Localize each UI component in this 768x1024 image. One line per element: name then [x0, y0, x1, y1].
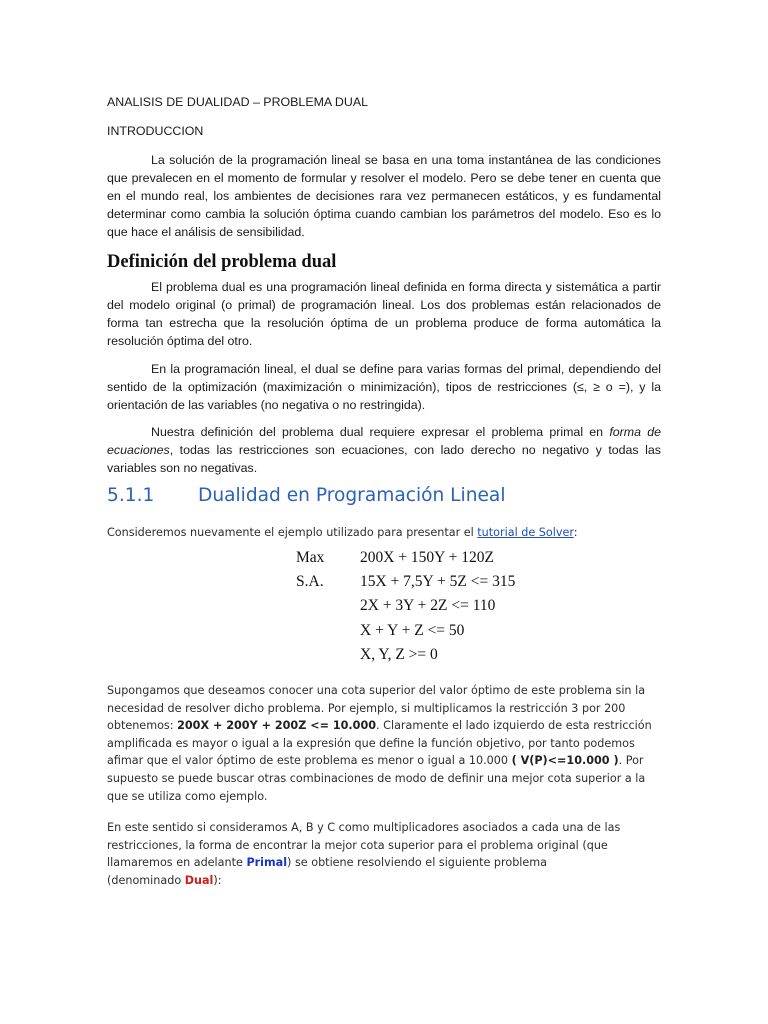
web-paragraph-2-bold-2: ( V(P)<=10.000 ) — [511, 754, 619, 768]
web-paragraph-2 — [107, 682, 667, 805]
section-paragraph-1 — [107, 278, 661, 350]
web-paragraph-2-a: Supongamos que deseamos conocer una cota superior del valor óptimo de este problema sin la necesidad de resolver dicho problema. Por ejemplo, si multiplicamos la restricción 3 por 200 obtenemos: — [107, 684, 646, 733]
intro-heading: INTRODUCCION — [107, 124, 204, 138]
section-paragraph-2 — [107, 360, 661, 414]
formula-row-expression: 200X + 150Y + 120Z — [360, 549, 495, 566]
web-paragraph-3-d: ): — [213, 873, 222, 887]
section-paragraph-3 — [107, 423, 661, 477]
subsection-title: Dualidad en Programación Lineal — [198, 485, 506, 506]
section-paragraph-3-italic: forma de ecuaciones — [107, 425, 661, 457]
tutorial-solver-link[interactable]: tutorial de Solver — [477, 526, 574, 539]
web-paragraph-3 — [107, 819, 667, 889]
section-paragraph-3-pre: Nuestra definición del problema dual requiere expresar el problema primal en — [151, 425, 610, 439]
formula-row-expression: X, Y, Z >= 0 — [360, 645, 438, 663]
section-paragraph-2-text: En la programación lineal, el dual se define para varias formas del primal, dependiendo del sentido de la optimización (maximización o minimización), tipos de restricciones (≤, ≥ o =), y la orientación de las variables (no negativa o no restringida). — [107, 362, 661, 412]
intro-paragraph — [107, 151, 661, 241]
web-paragraph-2-c: . Por supuesto se puede buscar otras combinaciones de modo de definir una mejor cota superior a la que se utiliza como ejemplo. — [107, 754, 646, 803]
web-paragraph-3-c: (denominado — [107, 873, 185, 887]
formula-row-expression: X + Y + Z <= 50 — [360, 621, 465, 639]
formula-row-label: Max — [296, 549, 325, 566]
section-paragraph-3-post: , todas las restricciones son ecuaciones, con lado derecho no negativo y todas las variables son no negativas. — [107, 443, 661, 475]
formula-row-expression: 15X + 7,5Y + 5Z <= 315 — [360, 573, 516, 591]
section-heading: Definición del problema dual — [107, 252, 337, 272]
web-paragraph-1 — [107, 524, 667, 542]
formula-row-label: S.A. — [296, 573, 324, 591]
formula-row-expression: 2X + 3Y + 2Z <= 110 — [360, 597, 496, 615]
web-paragraph-2-bold-1: 200X + 200Y + 200Z <= 10.000 — [177, 719, 377, 733]
web-paragraph-2-b: . Claramente el lado izquierdo de esta restricción amplificada es mayor o igual a la expresión que define la función objetivo, por tanto podemos afimar que el valor óptimo de este problema es menor o igual a 10.000 — [107, 719, 652, 768]
dual-keyword: Dual — [184, 873, 214, 887]
web-paragraph-1-pre: Consideremos nuevamente el ejemplo utilizado para presentar el — [107, 526, 478, 539]
section-paragraph-1-text: El problema dual es una programación lineal definida en forma directa y sistemática a partir del modelo original (o primal) de programación lineal. Los dos problemas están relacionados de forma tan estrecha que la resolución óptima de un problema produce de forma automática la resolución óptima del otro. — [107, 280, 661, 348]
document-title: ANALISIS DE DUALIDAD – PROBLEMA DUAL — [107, 95, 368, 109]
web-paragraph-3-a: En este sentido si consideramos A, B y C como multiplicadores asociados a cada una de las restricciones, la forma de encontrar la mejor cota superior para el problema original (que llamaremos en adelante — [107, 821, 621, 870]
subsection-heading — [107, 485, 506, 506]
primal-keyword: Primal — [246, 856, 288, 870]
web-paragraph-3-b: ) se obtiene resolviendo el siguiente problema — [287, 856, 548, 870]
web-paragraph-1-post: : — [573, 526, 578, 539]
subsection-number: 5.1.1 — [107, 485, 155, 506]
intro-paragraph-text: La solución de la programación lineal se basa en una toma instantánea de las condiciones que prevalecen en el momento de formular y resolver el modelo. Pero se debe tener en cuenta que en el mundo real, los ambientes de decisiones rara vez permanecen estáticos, y es fundamental determinar como cambia la solución óptima cuando cambian los parámetros del modelo. Eso es lo que hace el análisis de sensibilidad. — [107, 153, 661, 239]
